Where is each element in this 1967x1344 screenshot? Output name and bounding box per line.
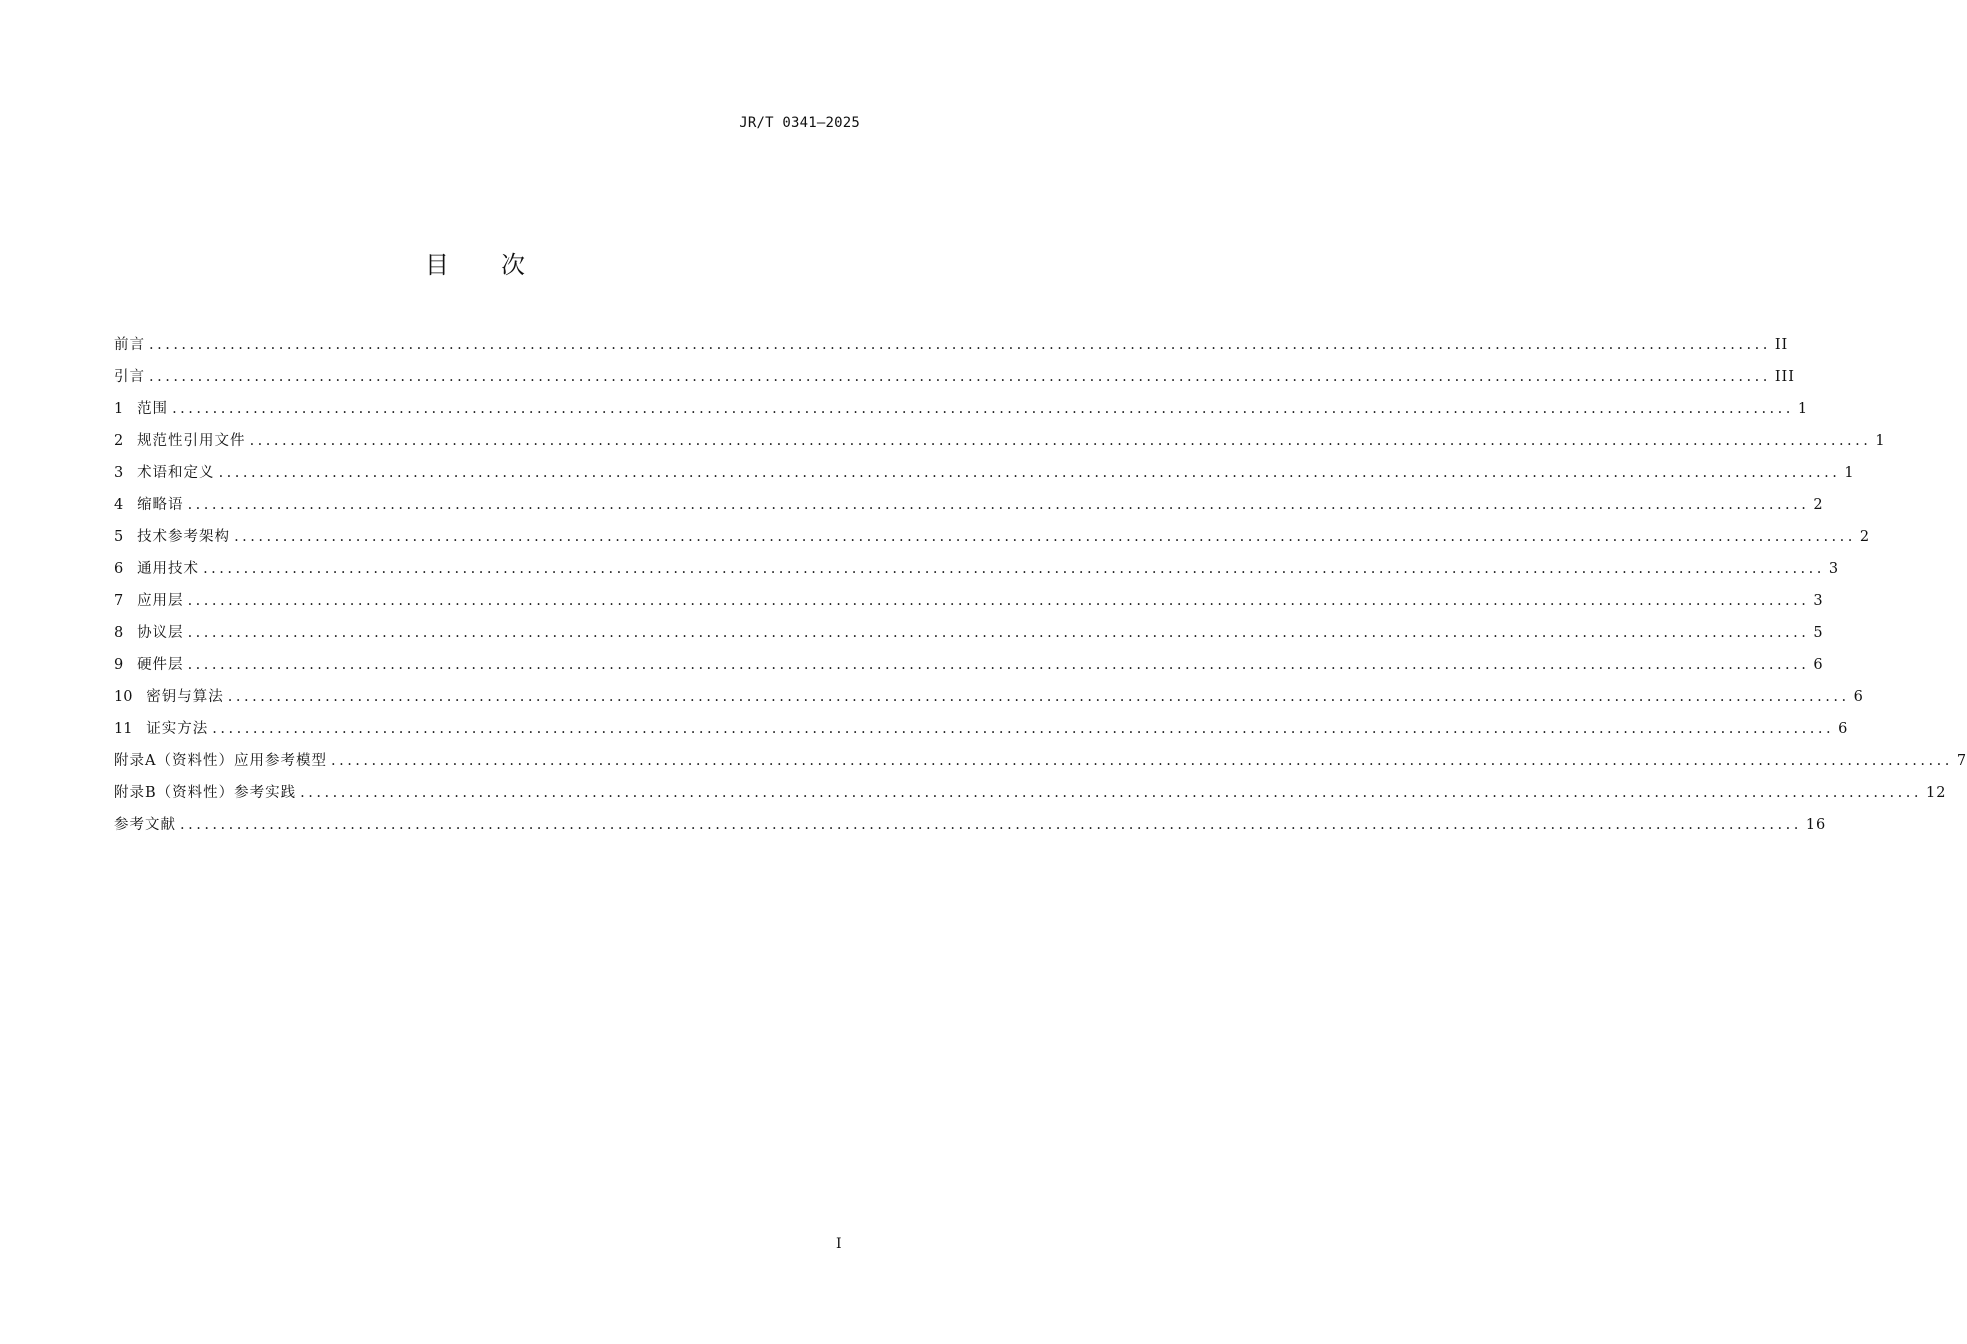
toc-entry-title: 通用技术: [137, 561, 200, 577]
table-of-contents: [114, 333, 1967, 845]
toc-leader-dots: ........................................................................................................................................................................................................: [330, 753, 1953, 769]
toc-entry-number: 8: [114, 625, 138, 641]
toc-entry-page: III: [1774, 369, 1796, 385]
toc-entry[interactable]: [114, 461, 1855, 493]
toc-entry[interactable]: [114, 621, 1824, 653]
toc-entry-page: 6: [1813, 657, 1824, 673]
toc-leader-dots: ........................................................................................................................................................................................................: [172, 401, 1794, 417]
toc-entry-page: 12: [1925, 785, 1947, 801]
toc-entry-page: 16: [1805, 817, 1827, 833]
toc-entry[interactable]: [114, 525, 1871, 557]
toc-entry-page: 1: [1844, 465, 1855, 481]
toc-entry[interactable]: [114, 685, 1864, 717]
toc-entry-number: 6: [114, 561, 138, 577]
toc-leader-dots: ........................................................................................................................................................................................................: [300, 785, 1922, 801]
toc-entry-title: 参考文献: [114, 817, 176, 833]
toc-entry-title: 证实方法: [146, 721, 209, 737]
toc-entry-page: 3: [1813, 593, 1824, 609]
toc-entry-title: 附录B（资料性）参考实践: [114, 785, 297, 801]
toc-leader-dots: ........................................................................................................................................................................................................: [227, 689, 1850, 705]
toc-leader-dots: ........................................................................................................................................................................................................: [187, 593, 1810, 609]
page-title: 目次: [425, 251, 577, 280]
toc-entry-title: 术语和定义: [137, 465, 215, 481]
toc-leader-dots: ........................................................................................................................................................................................................: [187, 625, 1810, 641]
toc-entry-title: 缩略语: [137, 497, 184, 513]
toc-entry-page: II: [1774, 337, 1789, 353]
toc-entry-title: 规范性引用文件: [137, 433, 246, 449]
toc-entry-number: 7: [114, 593, 138, 609]
toc-entry-title: 前言: [114, 337, 145, 353]
toc-entry[interactable]: [114, 557, 1840, 589]
toc-entry-title: 附录A（资料性）应用参考模型: [114, 753, 327, 769]
toc-entry-number: 4: [114, 497, 138, 513]
toc-entry[interactable]: [114, 333, 1789, 365]
toc-entry[interactable]: [114, 429, 1886, 461]
toc-entry-page: 7: [1956, 753, 1967, 769]
toc-entry-title: 范围: [137, 401, 169, 417]
toc-entry-title: 应用层: [137, 593, 184, 609]
toc-entry[interactable]: [114, 365, 1796, 397]
toc-entry-number: 5: [114, 529, 138, 545]
toc-leader-dots: ........................................................................................................................................................................................................: [203, 561, 1825, 577]
toc-entry[interactable]: [114, 653, 1824, 685]
toc-entry-number: 2: [114, 433, 138, 449]
toc-entry-number: 11: [114, 721, 147, 737]
toc-entry-page: 2: [1813, 497, 1824, 513]
toc-entry-title: 引言: [114, 369, 145, 385]
toc-entry-page: 1: [1797, 401, 1809, 417]
toc-leader-dots: ........................................................................................................................................................................................................: [149, 337, 1771, 353]
page-number: I: [836, 1236, 842, 1252]
toc-entry-title: 技术参考架构: [137, 529, 231, 545]
toc-entry-page: 6: [1853, 689, 1864, 705]
toc-entry-page: 2: [1859, 529, 1871, 545]
toc-leader-dots: ........................................................................................................................................................................................................: [249, 433, 1872, 449]
toc-leader-dots: ........................................................................................................................................................................................................: [212, 721, 1835, 737]
toc-leader-dots: ........................................................................................................................................................................................................: [180, 817, 1802, 833]
toc-entry-page: 6: [1838, 721, 1849, 737]
toc-leader-dots: ........................................................................................................................................................................................................: [218, 465, 1841, 481]
toc-entry-number: 1: [114, 401, 138, 417]
toc-entry-number: 10: [114, 689, 147, 705]
toc-entry[interactable]: [114, 781, 1947, 813]
toc-entry[interactable]: [114, 813, 1827, 845]
toc-entry[interactable]: [114, 717, 1849, 749]
toc-entry-title: 协议层: [137, 625, 184, 641]
document-code: JR/T 0341—2025: [739, 115, 860, 131]
toc-entry[interactable]: [114, 749, 1967, 781]
toc-entry-title: 密钥与算法: [146, 689, 224, 705]
toc-leader-dots: ........................................................................................................................................................................................................: [234, 529, 1856, 545]
toc-entry[interactable]: [114, 397, 1809, 429]
toc-entry-page: 5: [1813, 625, 1824, 641]
toc-entry-title: 硬件层: [137, 657, 184, 673]
toc-entry-number: 9: [114, 657, 138, 673]
toc-leader-dots: ........................................................................................................................................................................................................: [187, 657, 1810, 673]
toc-entry-page: 3: [1828, 561, 1840, 577]
toc-entry[interactable]: [114, 589, 1824, 621]
toc-entry-number: 3: [114, 465, 138, 481]
toc-leader-dots: ........................................................................................................................................................................................................: [149, 369, 1771, 385]
toc-entry[interactable]: [114, 493, 1824, 525]
toc-leader-dots: ........................................................................................................................................................................................................: [187, 497, 1810, 513]
toc-entry-page: 1: [1875, 433, 1886, 449]
